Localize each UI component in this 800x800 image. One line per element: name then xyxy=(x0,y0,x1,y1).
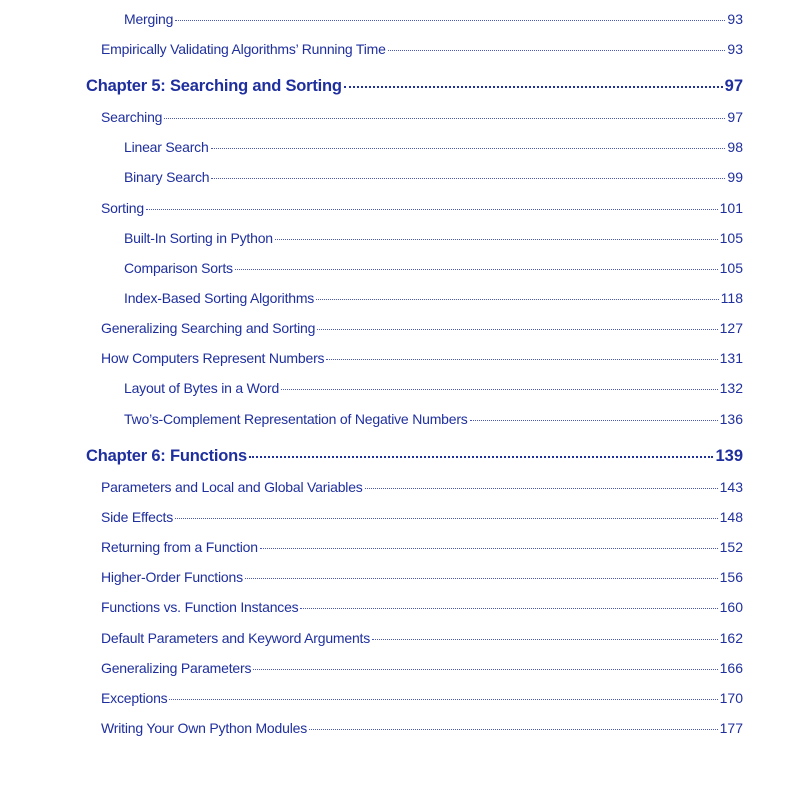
toc-entry-title: Binary Search xyxy=(124,169,210,185)
dot-leader xyxy=(317,329,717,330)
toc-entry-page: 93 xyxy=(727,41,743,57)
toc-entry-page: 143 xyxy=(719,479,743,495)
dot-leader xyxy=(388,50,726,51)
toc-entry-title: Side Effects xyxy=(101,509,174,525)
toc-entry-title: Generalizing Parameters xyxy=(101,660,252,676)
toc-entry-title: Sorting xyxy=(101,200,144,216)
toc-entry-page: 162 xyxy=(719,630,743,646)
toc-entry-functions-vs-instances[interactable] xyxy=(101,597,743,617)
toc-chapter-title: Chapter 6: Functions xyxy=(86,447,248,465)
toc-entry-default-parameters[interactable] xyxy=(101,628,743,648)
toc-entry-twos-complement[interactable] xyxy=(124,409,743,429)
toc-entry-page: 105 xyxy=(719,230,743,246)
dot-leader xyxy=(300,608,717,609)
dot-leader xyxy=(326,359,717,360)
toc-entry-page: 132 xyxy=(719,380,743,396)
toc-entry-merging[interactable] xyxy=(124,9,743,29)
dot-leader xyxy=(211,178,725,179)
toc-entry-title: Linear Search xyxy=(124,139,209,155)
toc-entry-side-effects[interactable] xyxy=(101,507,743,527)
toc-entry-exceptions[interactable] xyxy=(101,688,743,708)
dot-leader xyxy=(175,20,725,21)
toc-entry-title: Index-Based Sorting Algorithms xyxy=(124,290,315,306)
toc-entry-built-in-sorting[interactable] xyxy=(124,228,743,248)
dot-leader xyxy=(309,729,718,730)
dot-leader xyxy=(211,148,726,149)
dot-leader xyxy=(372,639,718,640)
dot-leader xyxy=(275,239,718,240)
dot-leader xyxy=(470,420,718,421)
dot-leader xyxy=(169,699,717,700)
toc-entry-linear-search[interactable] xyxy=(124,137,743,157)
dot-leader xyxy=(235,269,718,270)
toc-entry-title: Built-In Sorting in Python xyxy=(124,230,273,246)
toc-entry-python-modules[interactable] xyxy=(101,718,743,738)
toc-entry-title: Two’s-Complement Representation of Negative Numbers xyxy=(124,411,468,427)
dot-leader xyxy=(253,669,717,670)
toc-entry-index-based-sorting[interactable] xyxy=(124,288,743,308)
toc-entry-comparison-sorts[interactable] xyxy=(124,258,743,278)
toc-entry-layout-of-bytes[interactable] xyxy=(124,378,743,398)
toc-entry-title: Comparison Sorts xyxy=(124,260,233,276)
toc-chapter-5[interactable] xyxy=(86,76,743,96)
toc-entry-title: Functions vs. Function Instances xyxy=(101,599,299,615)
toc-entry-parameters-variables[interactable] xyxy=(101,477,743,497)
toc-entry-page: 101 xyxy=(719,200,743,216)
toc-entry-page: 105 xyxy=(719,260,743,276)
dot-leader xyxy=(146,209,718,210)
toc-entry-searching[interactable] xyxy=(101,107,743,127)
toc-entry-how-computers-represent[interactable] xyxy=(101,348,743,368)
toc-entry-title: Writing Your Own Python Modules xyxy=(101,720,307,736)
toc-entry-title: Higher-Order Functions xyxy=(101,569,243,585)
dot-leader xyxy=(365,488,718,489)
toc-entry-title: Layout of Bytes in a Word xyxy=(124,380,280,396)
dot-leader xyxy=(316,299,719,300)
toc-entry-generalizing-searching[interactable] xyxy=(101,318,743,338)
toc-entry-title: Empirically Validating Algorithms’ Running Time xyxy=(101,41,386,57)
toc-entry-page: 97 xyxy=(727,109,743,125)
dot-leader xyxy=(281,389,718,390)
toc-entry-returning-from-function[interactable] xyxy=(101,537,743,557)
toc-entry-page: 170 xyxy=(719,690,743,706)
toc-entry-title: Generalizing Searching and Sorting xyxy=(101,320,316,336)
dot-leader xyxy=(249,456,713,458)
dot-leader xyxy=(164,118,725,119)
toc-entry-higher-order-functions[interactable] xyxy=(101,567,743,587)
toc-entry-page: 156 xyxy=(719,569,743,585)
toc-entry-page: 160 xyxy=(719,599,743,615)
dot-leader xyxy=(260,548,718,549)
toc-entry-page: 118 xyxy=(720,290,743,306)
toc-entry-binary-search[interactable] xyxy=(124,167,743,187)
toc-entry-title: How Computers Represent Numbers xyxy=(101,350,325,366)
toc-chapter-6[interactable] xyxy=(86,446,743,466)
toc-entry-page: 93 xyxy=(727,11,743,27)
toc-entry-title: Exceptions xyxy=(101,690,168,706)
toc-entry-generalizing-parameters[interactable] xyxy=(101,658,743,678)
toc-entry-page: 177 xyxy=(719,720,743,736)
toc-entry-page: 152 xyxy=(719,539,743,555)
toc-entry-page: 127 xyxy=(719,320,743,336)
dot-leader xyxy=(344,86,723,88)
toc-chapter-title: Chapter 5: Searching and Sorting xyxy=(86,77,342,95)
toc-entry-empirically-validating[interactable] xyxy=(101,39,743,59)
toc-chapter-page: 97 xyxy=(724,77,743,95)
toc-entry-title: Merging xyxy=(124,11,174,27)
toc-entry-page: 99 xyxy=(727,169,743,185)
toc-entry-page: 98 xyxy=(727,139,743,155)
dot-leader xyxy=(175,518,718,519)
toc-entry-page: 131 xyxy=(719,350,743,366)
toc-entry-title: Parameters and Local and Global Variables xyxy=(101,479,363,495)
toc-entry-title: Searching xyxy=(101,109,163,125)
toc-entry-title: Returning from a Function xyxy=(101,539,258,555)
toc-entry-page: 166 xyxy=(719,660,743,676)
toc-entry-page: 148 xyxy=(719,509,743,525)
toc-entry-title: Default Parameters and Keyword Arguments xyxy=(101,630,371,646)
toc-entry-sorting[interactable] xyxy=(101,198,743,218)
dot-leader xyxy=(245,578,718,579)
toc-entry-page: 136 xyxy=(719,411,743,427)
toc-chapter-page: 139 xyxy=(715,447,743,465)
